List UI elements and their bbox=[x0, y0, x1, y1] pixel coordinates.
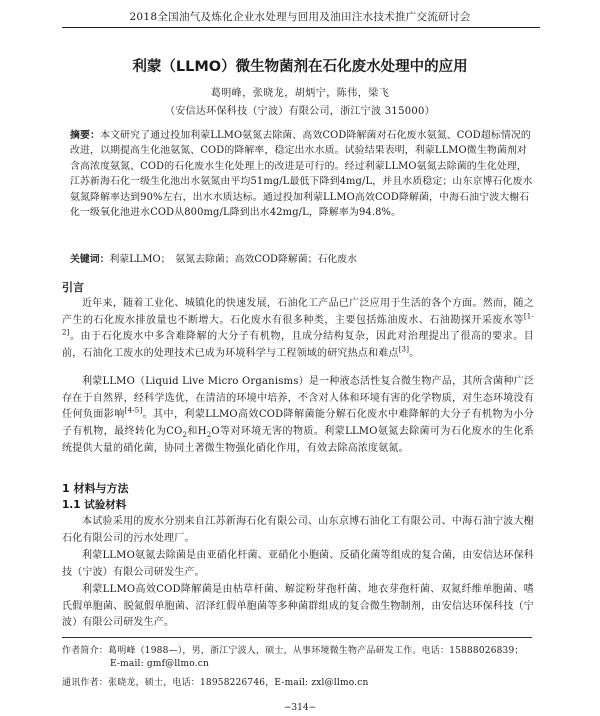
methods-paragraph-3: 利蒙LLMO高效COD降解菌是由枯草杆菌、解淀粉芽孢杆菌、地衣芽孢杆菌、双氮纤维单胞菌、嗜氏假单胞菌、脱氮假单胞菌、沼泽红假单胞菌等多种菌群组成的复合微生物制剂，由安信达环保科技（宁波）有限公司研发生产。 bbox=[62, 584, 534, 629]
paper-title: 利蒙（LLMO）微生物菌剂在石化废水处理中的应用 bbox=[132, 59, 468, 75]
keywords-label: 关键词： bbox=[70, 254, 110, 265]
intro-p2-text-cont: 。其中，利蒙LLMO高效COD降解菌能分解石化废水中难降解的大分子有机物为小分子有机物，最终转化为CO bbox=[62, 409, 534, 438]
abstract-label: 摘要： bbox=[70, 130, 101, 141]
subscript: 2 bbox=[206, 431, 212, 440]
author-list: 葛明峰，张晓龙，胡炳宁，陈伟，梁飞 bbox=[210, 88, 390, 99]
methods-paragraph-2: 利蒙LLMO氨氮去除菌是由亚硝化杆菌、亚硝化小胞菌、反硝化菌等组成的复合菌，由安信达环保科技（宁波）有限公司研发生产。 bbox=[62, 550, 534, 578]
intro-p1-text-cont: 。由于石化废水中多含难降解的大分子有机物，且成分结构复杂，因此对治理提出了很高的要求。目前，石油化工废水的处理技术已成为环境科学与工程领域的研究热点和难点 bbox=[62, 331, 534, 360]
abstract bbox=[70, 128, 534, 220]
header-rule bbox=[62, 27, 540, 28]
subscript: 2 bbox=[182, 431, 188, 440]
intro-paragraph-1 bbox=[62, 296, 534, 363]
methods-heading: 1 材料与方法 bbox=[62, 482, 129, 495]
intro-p1-text: 近年来，随着工业化、城镇化的快速发展，石油化工产品已广泛应用于生活的各个方面。然而，随之产生的石化废水排放量也不断增大。石化废水有很多种类，主要包括炼油废水、石油勘探开采废水等 bbox=[62, 298, 534, 326]
citation-ref: [1-2] bbox=[62, 312, 534, 338]
corresponding-author-footnote: 通讯作者：张晓龙，硕士，电话：18958226746，E-mail: zxl@llmo.cn bbox=[62, 678, 369, 688]
abstract-text: 本文研究了通过投加利蒙LLMO氨氮去除菌、高效COD降解菌对石化废水氨氮、COD超标情况的改进，以期提高生化池氨氮、COD的降解率，稳定出水水质。试验结果表明，利蒙LLMO微生物菌剂对含高浓度氨氮、COD的石化废水生化处理上的改进是可行的。经过利蒙LLMO氨氮去除菌的生化处理，江苏新海石化一级生化池出水氨氮由平均51mg/L最低下降到4mg/L，并且水质稳定；山东京博石化废水氨氮降解率达到90%左右，出水水质达标。通过投加利蒙LLMO高效COD降解菌，中海石油宁波大榭石化一级氧化池进水COD从800mg/L降到出水42mg/L，降解率为94.8%。 bbox=[70, 130, 533, 219]
intro-paragraph-2 bbox=[62, 374, 534, 458]
intro-p2-text-cont2: 和H bbox=[187, 426, 207, 438]
methods-subheading: 1.1 试验材料 bbox=[62, 499, 127, 511]
intro-p2-text: 利蒙LLMO（Liquid Live Micro Organisms）是一种液态活性复合微生物产品，其所含菌种广泛存在于自然界，经科学选优，在清洁的环境中培养，不含对人体和环境有害的化学物质，对生态环境没有任何负面影响 bbox=[62, 376, 534, 421]
citation-ref: [3] bbox=[398, 345, 410, 354]
intro-heading: 引言 bbox=[62, 281, 84, 294]
intro-p2-text-end: O等对环境无害的物质。利蒙LLMO氨氮去除菌可为石化废水的生化系统提供大量的硝化菌，协同土著微生物强化硝化作用，有效去除高浓度氨氮。 bbox=[62, 426, 534, 454]
author-intro-footnote: 作者简介：葛明峰（1988—），男，浙江宁波人，硕士，从事环境微生物产品研发工作。电话：15888026839； bbox=[62, 646, 524, 656]
page-number: −314− bbox=[283, 703, 317, 713]
affiliation: （安信达环保科技（宁波）有限公司，浙江宁波 315000） bbox=[164, 106, 436, 117]
citation-ref: [4-5] bbox=[124, 407, 143, 416]
footnote-rule bbox=[62, 637, 532, 638]
intro-p1-text-end: 。 bbox=[409, 348, 420, 360]
keywords-text: 利蒙LLMO； 氨氮去除菌；高效COD降解菌；石化废水 bbox=[109, 254, 357, 265]
author-email: E-mail: gmf@llmo.cn bbox=[110, 659, 210, 669]
running-head: 2018全国油气及炼化企业水处理与回用及油田注水技术推广交流研讨会 bbox=[129, 11, 471, 23]
methods-paragraph-1: 本试验采用的废水分别来自江苏新海石化有限公司、山东京博石油化工有限公司、中海石油宁波大榭石化有限公司的污水处理厂。 bbox=[62, 516, 534, 544]
keywords bbox=[70, 251, 534, 265]
